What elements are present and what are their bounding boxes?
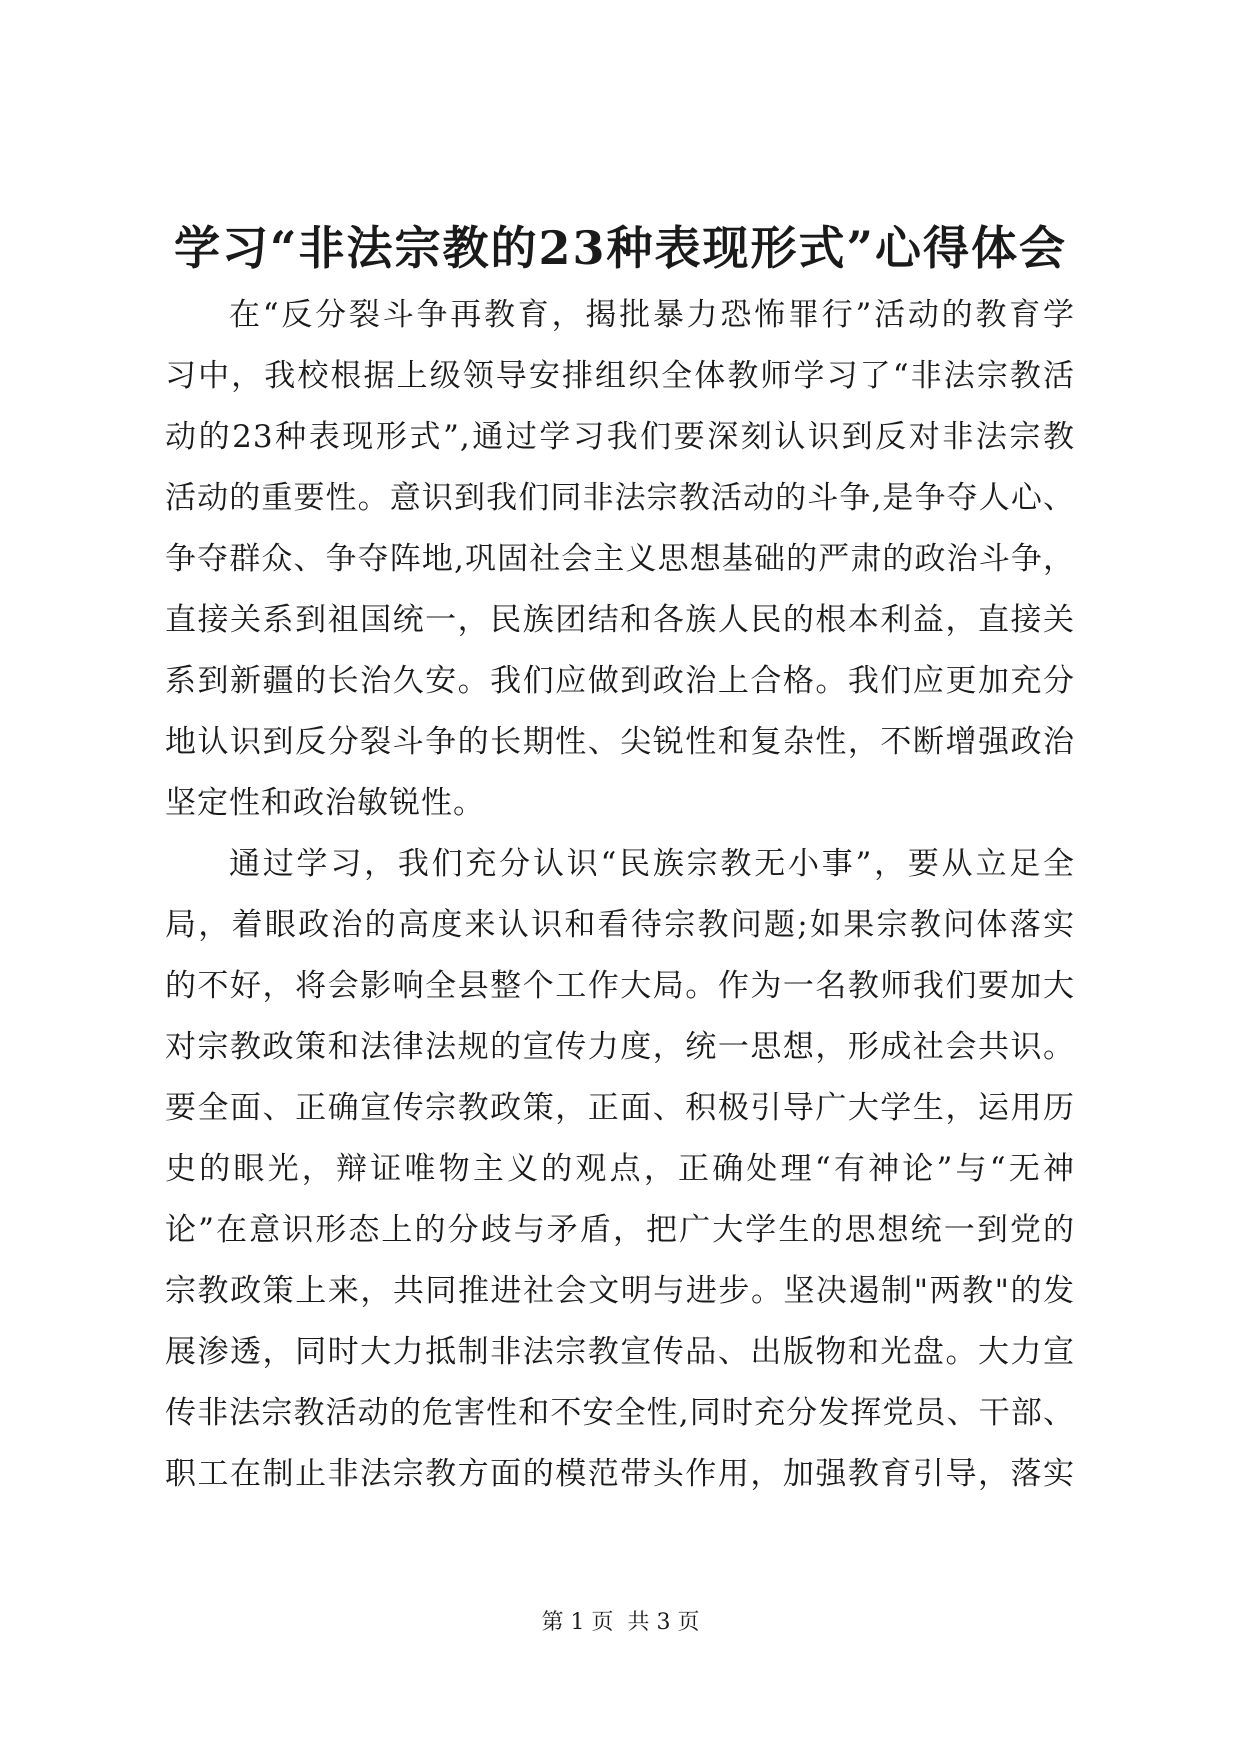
paragraph-line: 在“反分裂斗争再教育，揭批暴力恐怖罪行”活动的教育学 [229,297,1075,333]
paragraph-2 [165,834,1075,1505]
paragraph-line: 的不好，将会影响全县整个工作大局。作为一名教师我们要加大 [165,968,1075,1004]
paragraph-line: 局，着眼政治的高度来认识和看待宗教问题;如果宗教问体落实 [165,907,1075,943]
paragraph-line: 直接关系到祖国统一，民族团结和各族人民的根本利益，直接关 [165,602,1075,638]
total-pages: 共 3 页 [627,1610,700,1635]
paragraph-line: 活动的重要性。意识到我们同非法宗教活动的斗争,是争夺人心、 [165,480,1075,516]
document-body [165,285,1075,1505]
document-title: 学习“非法宗教的23种表现形式”心得体会 [174,221,1067,275]
paragraph-line: 动的23种表现形式”,通过学习我们要深刻认识到反对非法宗教 [165,419,1075,455]
paragraph-line: 地认识到反分裂斗争的长期性、尖锐性和复杂性，不断增强政治 [165,724,1075,760]
paragraph-line: 对宗教政策和法律法规的宣传力度，统一思想，形成社会共识。 [165,1029,1075,1065]
paragraph-line: 争夺群众、争夺阵地,巩固社会主义思想基础的严肃的政治斗争， [165,541,1075,577]
paragraph-line: 传非法宗教活动的危害性和不安全性,同时充分发挥党员、干部、 [165,1395,1075,1431]
paragraph-line: 展渗透，同时大力抵制非法宗教宣传品、出版物和光盘。大力宣 [165,1334,1075,1370]
paragraph-line: 要全面、正确宣传宗教政策，正面、积极引导广大学生，运用历 [165,1090,1075,1126]
paragraph-line: 习中，我校根据上级领导安排组织全体教师学习了“非法宗教活 [165,358,1075,394]
page-footer [0,1608,1241,1638]
paragraph-line: 宗教政策上来，共同推进社会文明与进步。坚决遏制"两教"的发 [165,1273,1075,1309]
paragraph-line: 通过学习，我们充分认识“民族宗教无小事”，要从立足全 [229,846,1075,882]
paragraph-line: 职工在制止非法宗教方面的模范带头作用，加强教育引导，落实 [165,1456,1075,1492]
paragraph-line: 论”在意识形态上的分歧与矛盾，把广大学生的思想统一到党的 [165,1212,1075,1248]
paragraph-line: 系到新疆的长治久安。我们应做到政治上合格。我们应更加充分 [165,663,1075,699]
paragraph-line: 坚定性和政治敏锐性。 [165,785,485,821]
page-number: 第 1 页 [541,1610,614,1635]
paragraph-line: 史的眼光，辩证唯物主义的观点，正确处理“有神论”与“无神 [165,1151,1075,1187]
paragraph-1 [165,285,1075,834]
